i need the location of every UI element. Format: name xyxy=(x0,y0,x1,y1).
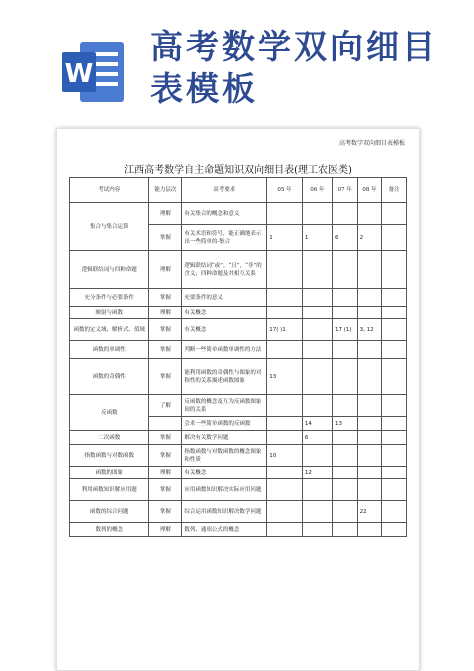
word-logo-icon xyxy=(60,38,126,106)
year07-cell xyxy=(332,395,357,417)
note-cell xyxy=(382,203,407,225)
note-cell xyxy=(382,395,407,417)
year06-cell xyxy=(302,523,332,537)
note-cell xyxy=(382,319,407,341)
year08-cell xyxy=(357,307,382,319)
requirement-cell: 有关集合的概念和意义 xyxy=(182,203,267,225)
note-cell xyxy=(382,431,407,445)
running-header: 高考数学双向细目表模板 xyxy=(338,140,405,147)
year05-cell xyxy=(267,395,303,417)
word-logo-letter: W xyxy=(64,59,94,89)
year07-cell xyxy=(332,501,357,523)
year05-cell xyxy=(267,251,303,289)
year06-cell xyxy=(302,307,332,319)
table-row xyxy=(70,501,407,523)
year08-cell xyxy=(357,479,382,501)
note-cell xyxy=(382,467,407,479)
table-row xyxy=(70,479,407,501)
table-row xyxy=(70,203,407,225)
year07-cell xyxy=(332,289,357,307)
content-cell: 数列的概念 xyxy=(70,523,149,537)
note-cell xyxy=(382,307,407,319)
note-cell xyxy=(382,251,407,289)
content-cell: 函数的定义域、解析式、值域 xyxy=(70,319,149,341)
level-cell: 掌握 xyxy=(149,445,182,467)
requirement-cell: 判断一些简单函数单调性的方法 xyxy=(182,341,267,359)
note-cell xyxy=(382,417,407,431)
year06-cell xyxy=(302,501,332,523)
year05-cell xyxy=(267,289,303,307)
column-header: 06 年 xyxy=(302,178,332,203)
column-header: 05 年 xyxy=(267,178,303,203)
table-row xyxy=(70,251,407,289)
year08-cell xyxy=(357,359,382,395)
year06-cell xyxy=(302,445,332,467)
year05-cell xyxy=(267,417,303,431)
year07-cell: 6 xyxy=(332,225,357,251)
year05-cell xyxy=(267,479,303,501)
requirement-cell: 反函数的概念及互为反函数图象间的关系 xyxy=(182,395,267,417)
note-cell xyxy=(382,359,407,395)
year05-cell: 17( )1 xyxy=(267,319,303,341)
requirement-cell: 有关术语和符号，能正确地表示出一些简单的-集合 xyxy=(182,225,267,251)
note-cell xyxy=(382,341,407,359)
year08-cell xyxy=(357,289,382,307)
year06-cell xyxy=(302,203,332,225)
content-cell: 反函数 xyxy=(70,395,149,431)
year08-cell xyxy=(357,467,382,479)
year08-cell xyxy=(357,523,382,537)
year06-cell xyxy=(302,319,332,341)
content-cell: 逻辑联结词与四种命题 xyxy=(70,251,149,289)
year08-cell xyxy=(357,341,382,359)
note-cell xyxy=(382,289,407,307)
year06-cell xyxy=(302,341,332,359)
year05-cell xyxy=(267,523,303,537)
level-cell: 掌握 xyxy=(149,341,182,359)
year07-cell xyxy=(332,431,357,445)
level-cell: 掌握 xyxy=(149,225,182,251)
level-cell: 理解 xyxy=(149,523,182,537)
requirement-cell: 能利用函数的奇偶性与图象的对称性的关系描述函数图象 xyxy=(182,359,267,395)
note-cell xyxy=(382,479,407,501)
year07-cell: 13 xyxy=(332,417,357,431)
requirement-cell: 综合运用函数知识解决数学问题 xyxy=(182,501,267,523)
table-row xyxy=(70,307,407,319)
requirement-cell: 指数函数与对数函数的概念图象和性质 xyxy=(182,445,267,467)
year05-cell: 10 xyxy=(267,445,303,467)
year06-cell: 12 xyxy=(302,467,332,479)
document-sheet xyxy=(56,128,420,671)
content-cell: 指数函数与对数函数 xyxy=(70,445,149,467)
year07-cell xyxy=(332,479,357,501)
table-row xyxy=(70,431,407,445)
year06-cell xyxy=(302,479,332,501)
year07-cell xyxy=(332,307,357,319)
year07-cell xyxy=(332,203,357,225)
requirement-cell: 逻辑联结词“或”，“且”，“非”的含义；四种命题及其相互关系 xyxy=(182,251,267,289)
year06-cell: 6 xyxy=(302,431,332,445)
content-cell: 利用函数知识解应用题 xyxy=(70,479,149,501)
content-cell: 函数的奇偶性 xyxy=(70,359,149,395)
year08-cell: 22 xyxy=(357,501,382,523)
column-header: 考试内容 xyxy=(70,178,149,203)
requirement-cell: 会求一些简单函数的反函数 xyxy=(182,417,267,431)
content-cell: 映射与函数 xyxy=(70,307,149,319)
level-cell: 理解 xyxy=(149,251,182,289)
page-title-line2: 表模板 xyxy=(150,69,258,108)
requirement-cell: 应用函数知识解决实际应用问题 xyxy=(182,479,267,501)
level-cell: 理解 xyxy=(149,307,182,319)
year08-cell xyxy=(357,395,382,417)
year08-cell xyxy=(357,417,382,431)
year05-cell xyxy=(267,431,303,445)
note-cell xyxy=(382,445,407,467)
note-cell xyxy=(382,523,407,537)
content-cell: 充分条件与必要条件 xyxy=(70,289,149,307)
table-body xyxy=(70,203,407,537)
level-cell: 掌握 xyxy=(149,289,182,307)
content-cell: 函数的图象 xyxy=(70,467,149,479)
year06-cell xyxy=(302,251,332,289)
level-cell: 掌握 xyxy=(149,319,182,341)
year07-cell xyxy=(332,341,357,359)
year06-cell xyxy=(302,395,332,417)
requirement-cell: 充要条件的意义 xyxy=(182,289,267,307)
table-row xyxy=(70,359,407,395)
table-row xyxy=(70,395,407,417)
content-cell: 函数的单调性 xyxy=(70,341,149,359)
requirement-cell: 有关概念 xyxy=(182,319,267,341)
year05-cell: 1 xyxy=(267,225,303,251)
document-title: 江西高考数学自主命题知识双向细目表(理工农医类) xyxy=(124,165,352,176)
column-header: 能力层次 xyxy=(149,178,182,203)
year07-cell xyxy=(332,359,357,395)
year06-cell xyxy=(302,359,332,395)
table-header-row xyxy=(70,178,407,203)
column-header: 高考要求 xyxy=(182,178,267,203)
year05-cell xyxy=(267,341,303,359)
year05-cell: 13 xyxy=(267,359,303,395)
page-title xyxy=(150,26,438,110)
table-row xyxy=(70,341,407,359)
year06-cell: 14 xyxy=(302,417,332,431)
year07-cell xyxy=(332,445,357,467)
note-cell xyxy=(382,225,407,251)
table-row xyxy=(70,289,407,307)
table-row xyxy=(70,319,407,341)
year05-cell xyxy=(267,501,303,523)
column-header: 08 年 xyxy=(357,178,382,203)
column-header: 备注 xyxy=(382,178,407,203)
level-cell: 理解 xyxy=(149,467,182,479)
year07-cell xyxy=(332,523,357,537)
year08-cell xyxy=(357,431,382,445)
level-cell: 理解 xyxy=(149,203,182,225)
table-row xyxy=(70,467,407,479)
year08-cell xyxy=(357,445,382,467)
level-cell: 掌握 xyxy=(149,359,182,395)
requirement-cell: 有关概念 xyxy=(182,467,267,479)
level-cell xyxy=(149,417,182,431)
year07-cell: 17 (1) xyxy=(332,319,357,341)
detail-table xyxy=(69,177,407,537)
requirement-cell: 数列、通项公式的概念 xyxy=(182,523,267,537)
level-cell: 掌握 xyxy=(149,501,182,523)
column-header: 07 年 xyxy=(332,178,357,203)
table-row xyxy=(70,445,407,467)
year05-cell xyxy=(267,203,303,225)
level-cell: 掌握 xyxy=(149,431,182,445)
note-cell xyxy=(382,501,407,523)
year05-cell xyxy=(267,467,303,479)
year05-cell xyxy=(267,307,303,319)
requirement-cell: 有关概念 xyxy=(182,307,267,319)
year06-cell: 1 xyxy=(302,225,332,251)
year07-cell xyxy=(332,251,357,289)
year08-cell xyxy=(357,203,382,225)
year06-cell xyxy=(302,289,332,307)
table-row xyxy=(70,523,407,537)
requirement-cell: 解决有关数学问题 xyxy=(182,431,267,445)
year07-cell xyxy=(332,467,357,479)
content-cell: 集合与集合运算 xyxy=(70,203,149,251)
content-cell: 二次函数 xyxy=(70,431,149,445)
level-cell: 了解 xyxy=(149,395,182,417)
content-cell: 函数的综合问题 xyxy=(70,501,149,523)
year08-cell: 2 xyxy=(357,225,382,251)
page-title-line1: 高考数学双向细目 xyxy=(150,27,438,66)
year08-cell: 3, 12 xyxy=(357,319,382,341)
year08-cell xyxy=(357,251,382,289)
level-cell: 掌握 xyxy=(149,479,182,501)
